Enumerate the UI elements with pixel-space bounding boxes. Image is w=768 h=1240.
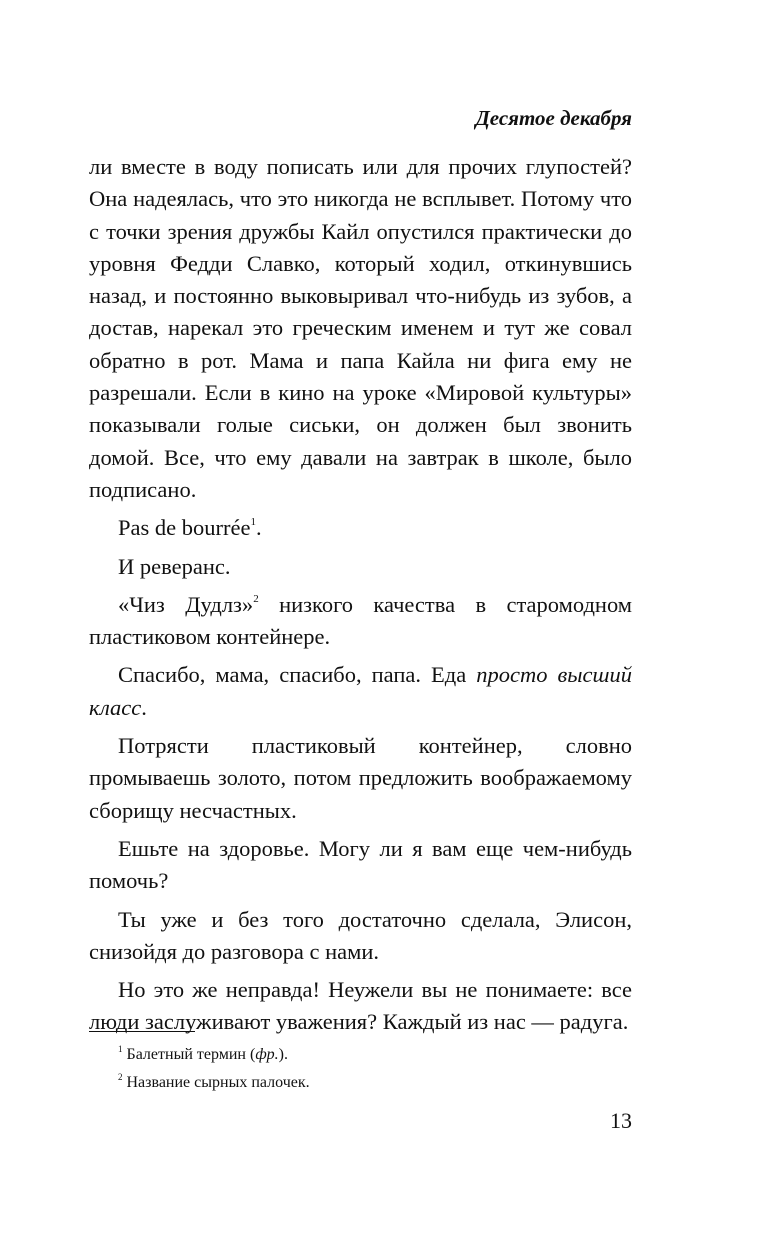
page-number: 13: [610, 1108, 632, 1133]
footnote-ref: 2: [253, 592, 259, 605]
paragraph-text: .: [141, 694, 147, 720]
footnote-number: 2: [118, 1071, 123, 1082]
footnote-divider: [89, 1031, 195, 1032]
paragraph-text: Pas de bourrée: [118, 515, 251, 541]
footnote: [118, 1069, 310, 1097]
footnote-text: Название сырных палочек.: [126, 1074, 310, 1091]
footnote-italic: фр.: [255, 1046, 279, 1063]
paragraph: Ты уже и без того достаточно сделала, Элисон, снизойдя до разговора с нами.: [89, 906, 632, 964]
footnote-number: 1: [118, 1043, 123, 1054]
paragraph: ли вместе в воду пописать или для прочих глупостей? Она надеялась, что это никогда не всплывет. Потому что с точки зрения дружбы Кайл опустился практически до уровня Федди Славко, который ходил, откинувшись назад, и постоянно выковыривал что-нибудь из зубов, а достав, нарекал это греческим именем и тут же совал обратно в рот. Мама и папа Кайла ни фига ему не разрешали. Если в кино на уроке «Мировой культуры» показывали голые сиськи, он должен был звонить домой. Все, что ему давали на завтрак в школе, было подписано.: [89, 154, 632, 502]
paragraph: [89, 589, 632, 654]
paragraph: И реверанс.: [118, 553, 231, 579]
footnote: [118, 1041, 310, 1069]
body-text: [89, 151, 632, 1039]
paragraph-text: .: [255, 515, 262, 541]
paragraph-text: «Чиз Дудлз»: [118, 591, 254, 617]
running-head: Десятое декабря: [475, 106, 632, 130]
paragraph-text: низкого качества в старомодном пластиковом контейнере.: [89, 591, 633, 650]
paragraph: [89, 512, 632, 544]
paragraph: [89, 659, 632, 724]
paragraph: Но это же неправда! Неужели вы не понимаете: все люди заслуживают уважения? Каждый из нас — радуга.: [89, 977, 632, 1035]
footnote-text: ).: [278, 1046, 288, 1063]
paragraph-text: Спасибо, мама, спасибо, папа. Еда: [118, 662, 477, 688]
footnote-ref: 1: [250, 516, 256, 529]
book-page: [89, 0, 632, 1240]
paragraph: Потрясти пластиковый контейнер, словно промываешь золото, потом предложить воображаемому сборищу несчастных.: [89, 733, 632, 823]
footnotes: [118, 1041, 310, 1097]
italic-text: просто высший класс: [89, 662, 632, 720]
paragraph: Ешьте на здоровье. Могу ли я вам еще чем-нибудь помочь?: [89, 835, 632, 894]
footnote-text: Балетный термин (: [126, 1046, 256, 1063]
